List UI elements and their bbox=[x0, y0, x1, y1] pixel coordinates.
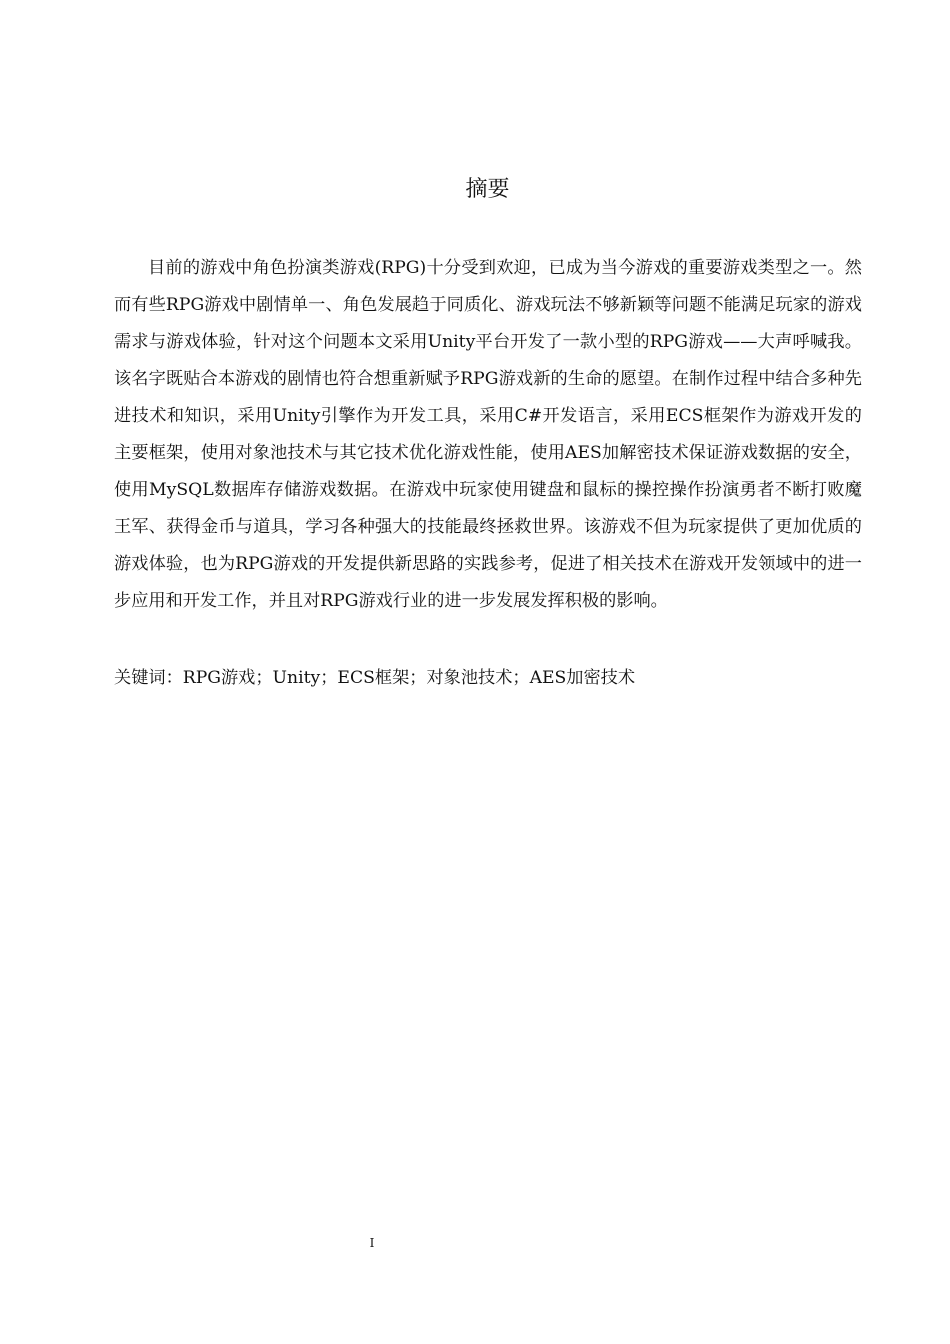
keywords-line: 关键词：RPG游戏；Unity；ECS框架；对象池技术；AES加密技术 bbox=[114, 668, 636, 688]
abstract-paragraph: 目前的游戏中角色扮演类游戏(RPG)十分受到欢迎，已成为当今游戏的重要游戏类型之一。然而有些RPG游戏中剧情单一、角色发展趋于同质化、游戏玩法不够新颖等问题不能满足玩家的游戏需求与游戏体验，针对这个问题本文采用Unity平台开发了一款小型的RPG游戏——大声呼喊我。该名字既贴合本游戏的剧情也符合想重新赋予RPG游戏新的生命的愿望。在制作过程中结合多种先进技术和知识，采用Unity引擎作为开发工具，采用C#开发语言，采用ECS框架作为游戏开发的主要框架，使用对象池技术与其它技术优化游戏性能，使用AES加解密技术保证游戏数据的安全，使用MySQL数据库存储游戏数据。在游戏中玩家使用键盘和鼠标的操控操作扮演勇者不断打败魔王军、获得金币与道具，学习各种强大的技能最终拯救世界。该游戏不但为玩家提供了更加优质的游戏体验，也为RPG游戏的开发提供新思路的实践参考，促进了相关技术在游戏开发领域中的进一步应用和开发工作，并且对RPG游戏行业的进一步发展发挥积极的影响。 bbox=[114, 258, 862, 611]
abstract-title: 摘要 bbox=[465, 177, 510, 202]
page-number: I bbox=[369, 1236, 375, 1250]
